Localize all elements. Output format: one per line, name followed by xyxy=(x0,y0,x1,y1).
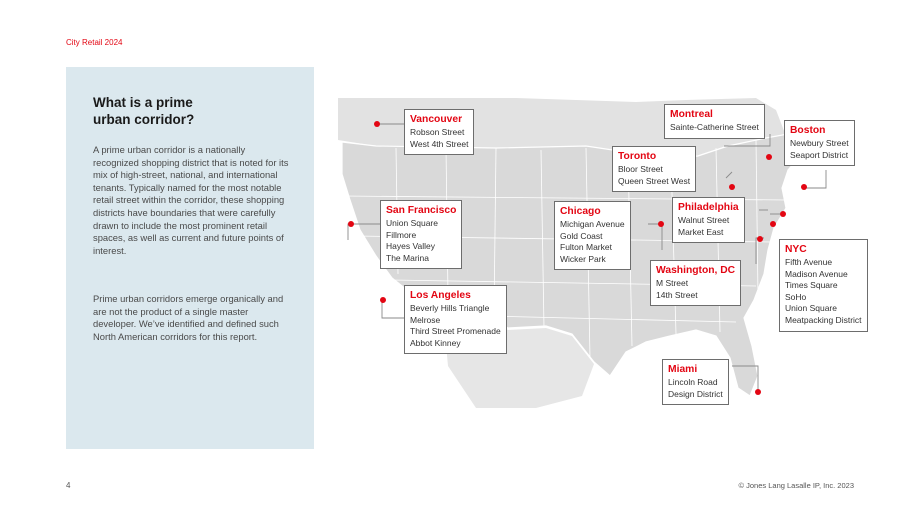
street: Times Square xyxy=(785,280,838,291)
washington-dc-marker xyxy=(757,236,763,242)
street: 14th Street xyxy=(656,289,698,300)
city-name: Chicago xyxy=(560,206,601,217)
street: Robson Street xyxy=(410,127,465,137)
city-card-san-francisco xyxy=(380,200,462,269)
copyright: © Jones Lang Lasalle IP, Inc. 2023 xyxy=(738,481,854,490)
street: Meatpacking District xyxy=(785,314,862,325)
street: Gold Coast xyxy=(560,230,603,241)
street: Michigan Avenue xyxy=(560,219,625,229)
city-card-montreal xyxy=(664,104,765,139)
street: Newbury Street xyxy=(790,138,849,148)
street: Abbot Kinney xyxy=(410,337,461,348)
philadelphia-marker xyxy=(770,221,776,227)
city-name: Washington, DC xyxy=(656,265,736,276)
street: Union Square xyxy=(386,218,438,228)
city-card-toronto xyxy=(612,146,696,192)
page-number: 4 xyxy=(66,481,71,490)
street: Walnut Street xyxy=(678,215,730,225)
street: Market East xyxy=(678,226,724,237)
city-card-philadelphia xyxy=(672,197,745,243)
street: West 4th Street xyxy=(410,138,469,149)
city-name: Montreal xyxy=(670,109,713,120)
street: M Street xyxy=(656,278,689,288)
city-name: Toronto xyxy=(618,151,657,162)
nyc-marker xyxy=(780,211,786,217)
street: Sainte-Catherine Street xyxy=(670,122,759,132)
street: Fifth Avenue xyxy=(785,257,833,267)
chicago-marker xyxy=(658,221,664,227)
city-card-washington-dc xyxy=(650,260,741,306)
city-name: Vancouver xyxy=(410,114,463,125)
city-card-chicago xyxy=(554,201,631,270)
street: Fillmore xyxy=(386,229,417,240)
montreal-marker xyxy=(766,154,772,160)
city-card-los-angeles xyxy=(404,285,507,354)
city-card-boston xyxy=(784,120,855,166)
toronto-marker xyxy=(729,184,735,190)
street: SoHo xyxy=(785,291,807,302)
city-card-nyc xyxy=(779,239,868,332)
street: Bloor Street xyxy=(618,164,663,174)
city-name: Miami xyxy=(668,364,698,375)
street: Beverly Hills Triangle xyxy=(410,303,490,313)
street: The Marina xyxy=(386,252,429,263)
los-angeles-marker xyxy=(380,297,386,303)
city-name: Boston xyxy=(790,125,826,136)
street: Fulton Market xyxy=(560,242,612,253)
street: Madison Avenue xyxy=(785,268,848,279)
street: Lincoln Road xyxy=(668,377,718,387)
street: Queen Street West xyxy=(618,175,691,186)
panel-heading: What is a prime urban corridor? xyxy=(93,95,195,127)
boston-marker xyxy=(801,184,807,190)
city-name: NYC xyxy=(785,244,807,255)
report-title: City Retail 2024 xyxy=(66,38,123,47)
street: Design District xyxy=(668,388,723,399)
vancouver-marker xyxy=(374,121,380,127)
city-name: Philadelphia xyxy=(678,202,739,213)
san-francisco-marker xyxy=(348,221,354,227)
panel-paragraph-2: Prime urban corridors emerge organically and are not the product of a single master developer. We’ve identified and defined such North American corridors for this report. xyxy=(93,293,284,342)
city-card-vancouver xyxy=(404,109,474,155)
info-panel xyxy=(66,67,314,449)
street: Melrose xyxy=(410,314,441,325)
panel-paragraph-1: A prime urban corridor is a nationally recognized shopping district that is noted for its mix of high-street, national, and international tenants. Typically named for the most notable retail street within the corridor, these shopping districts have boundaries that were carefully drawn to include the most prominent retail spaces, as well as current and future points of interest. xyxy=(93,144,289,256)
city-name: San Francisco xyxy=(386,205,457,216)
city-card-miami xyxy=(662,359,729,405)
miami-marker xyxy=(755,389,761,395)
corridor-map xyxy=(336,96,882,410)
city-name: Los Angeles xyxy=(410,290,471,301)
street: Seaport District xyxy=(790,149,849,160)
street: Hayes Valley xyxy=(386,241,435,252)
street: Third Street Promenade xyxy=(410,326,501,337)
street: Union Square xyxy=(785,303,837,314)
street: Wicker Park xyxy=(560,253,606,264)
